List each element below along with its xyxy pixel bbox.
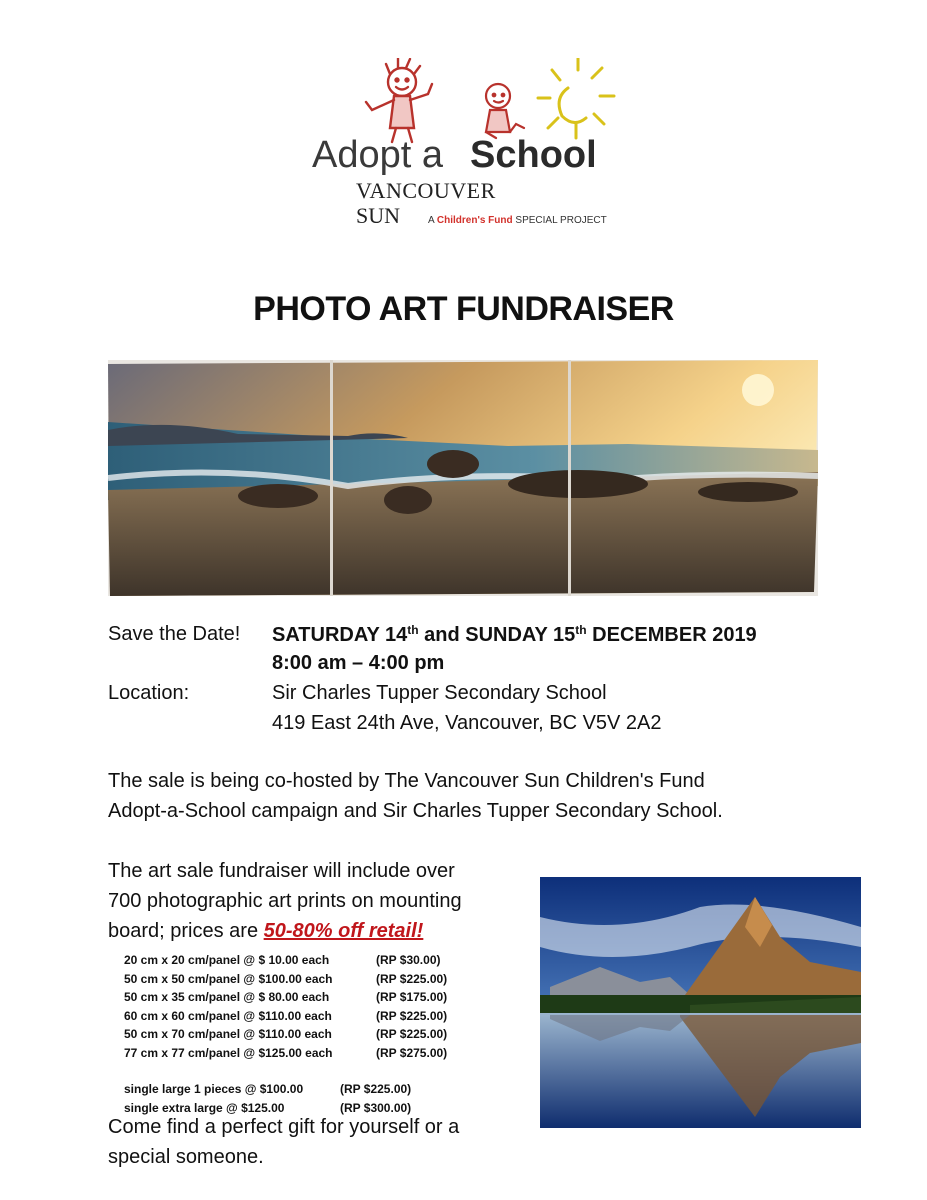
logo-adopt-text: Adopt a xyxy=(312,134,443,176)
price-item: 50 cm x 35 cm/panel @ $ 80.00 each xyxy=(124,990,330,1004)
price-item: 50 cm x 50 cm/panel @ $100.00 each xyxy=(124,971,333,986)
location-address: 419 East 24th Ave, Vancouver, BC V5V 2A2 xyxy=(272,712,662,734)
price-retail: (RP $175.00) xyxy=(376,990,448,1004)
tagline-prefix: A xyxy=(428,215,435,226)
description-line-3-prefix: board; prices are xyxy=(108,920,264,942)
price-item: 77 cm x 77 cm/panel @ $125.00 each xyxy=(124,1045,333,1060)
date-part-1: SATURDAY 14 xyxy=(272,624,408,646)
price-item: 20 cm x 20 cm/panel @ $ 10.00 each xyxy=(124,953,330,967)
single-retail: (RP $300.00) xyxy=(340,1100,412,1115)
description-line-2: 700 photographic art prints on mounting xyxy=(108,890,462,912)
tagline-brand: Children's Fund xyxy=(436,215,513,226)
price-item: 60 cm x 60 cm/panel @ $110.00 each xyxy=(124,1008,332,1023)
page-title: PHOTO ART FUNDRAISER xyxy=(253,290,674,328)
logo-sun-text: SUN xyxy=(356,203,401,228)
closing-line-1: Come find a perfect gift for yourself or a xyxy=(108,1116,460,1138)
price-retail: (RP $30.00) xyxy=(376,953,441,967)
price-retail: (RP $225.00) xyxy=(376,971,448,986)
price-item: 50 cm x 70 cm/panel @ $110.00 each xyxy=(124,1027,332,1041)
logo-vancouver-text: VANCOUVER xyxy=(356,178,496,203)
mountain-lake-reflection-image xyxy=(540,877,861,1128)
logo-school-text: School xyxy=(470,134,597,176)
tagline-suffix: SPECIAL PROJECT xyxy=(515,215,607,226)
cohost-line-1: The sale is being co-hosted by The Vancouver Sun Children's Fund xyxy=(108,770,705,792)
description-line-3 xyxy=(108,916,462,946)
event-time: 8:00 am – 4:00 pm xyxy=(272,652,445,674)
save-the-date-label: Save the Date! xyxy=(108,623,241,645)
closing-line-2: special someone. xyxy=(108,1146,264,1168)
single-retail: (RP $225.00) xyxy=(340,1082,412,1096)
event-date xyxy=(272,624,757,645)
single-item: single extra large @ $125.00 xyxy=(124,1100,285,1115)
price-retail: (RP $225.00) xyxy=(376,1027,448,1041)
date-sup-1: th xyxy=(407,623,419,637)
description-paragraph xyxy=(108,856,462,946)
date-part-2: and SUNDAY 15 xyxy=(418,624,576,646)
discount-highlight: 50-80% off retail! xyxy=(263,920,424,942)
date-part-3: DECEMBER 2019 xyxy=(586,624,757,646)
adopt-a-school-logo xyxy=(310,58,630,233)
cohost-line-2: Adopt-a-School campaign and Sir Charles Tupper Secondary School. xyxy=(108,800,723,822)
closing-paragraph xyxy=(108,1112,459,1172)
cohost-paragraph xyxy=(108,766,723,826)
logo-tagline xyxy=(428,215,607,226)
beach-sunset-triptych-image xyxy=(108,360,818,596)
price-retail: (RP $225.00) xyxy=(376,1008,448,1023)
description-line-1: The art sale fundraiser will include over xyxy=(108,860,455,882)
location-name: Sir Charles Tupper Secondary School xyxy=(272,682,607,704)
location-label: Location: xyxy=(108,682,190,704)
date-sup-2: th xyxy=(575,623,587,637)
price-retail: (RP $275.00) xyxy=(376,1045,448,1060)
single-item: single large 1 pieces @ $100.00 xyxy=(124,1082,304,1096)
